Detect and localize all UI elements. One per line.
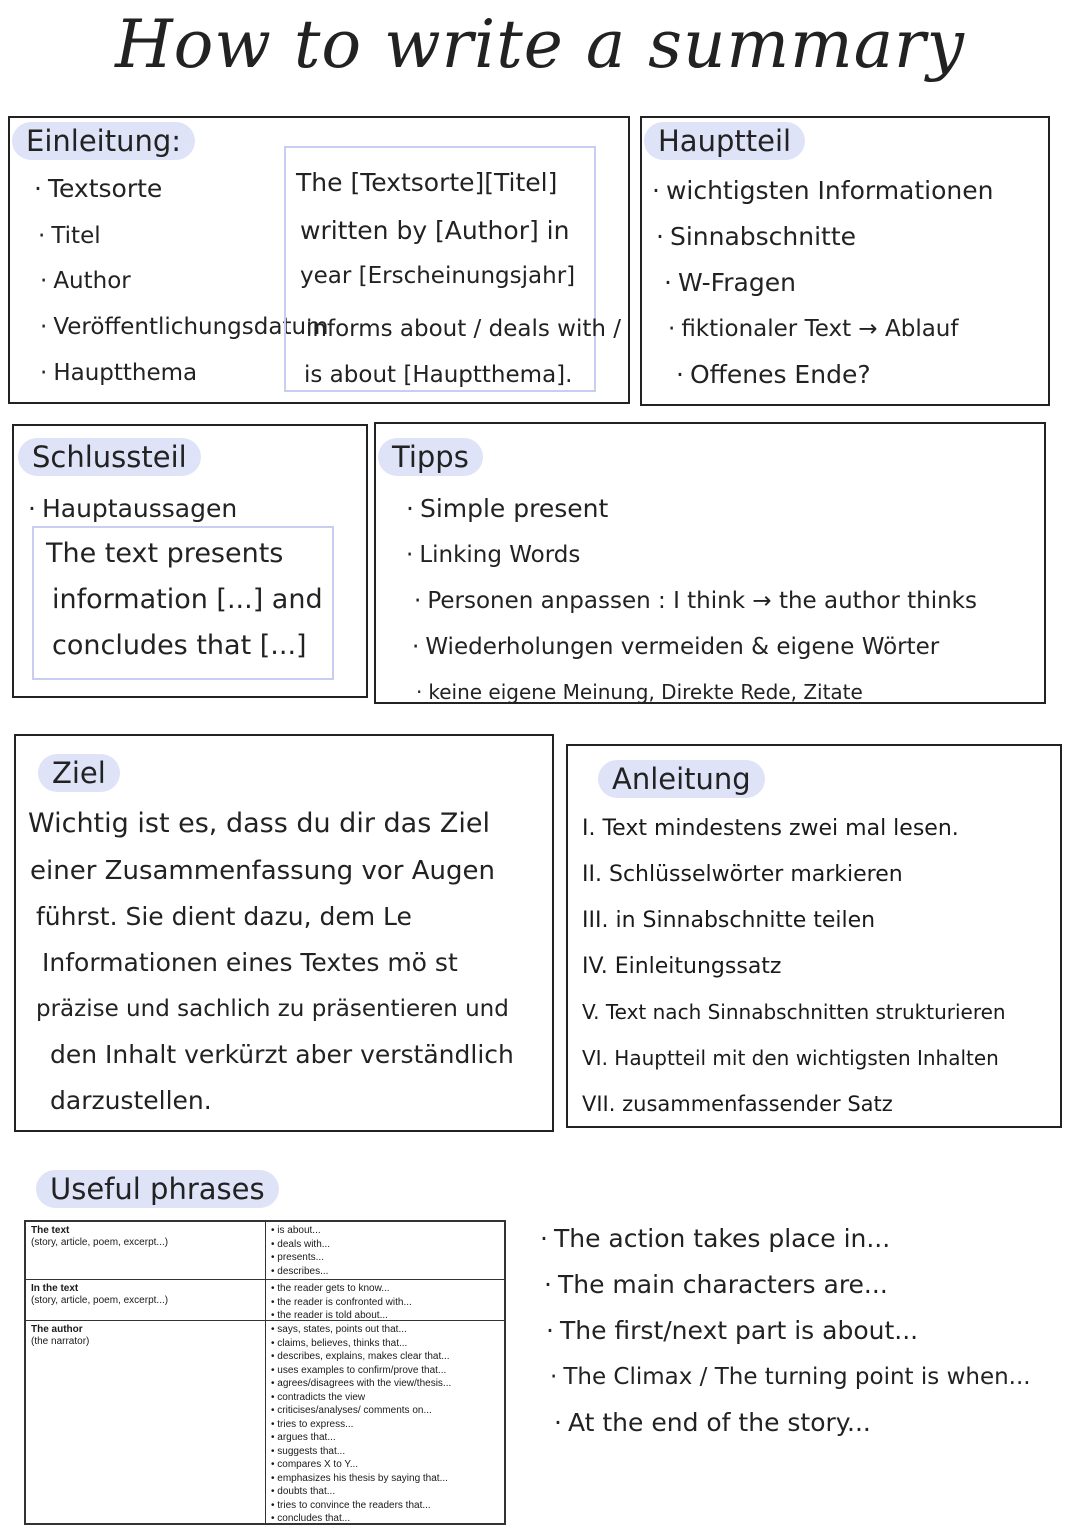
useful-phrase: · The Climax / The turning point is when... [550,1364,1031,1390]
page-title: How to write a summary [115,6,965,83]
einleitung-template-line: The [Textsorte][Titel] [296,168,558,197]
table-row-label [26,1321,266,1523]
useful-phrase: · At the end of the story... [554,1408,871,1437]
anleitung-step [582,908,875,933]
phrase-item: • compares X to Y... [271,1458,499,1472]
useful-phrase: · The first/next part is about... [546,1316,918,1345]
table-row [26,1279,504,1320]
ziel-line: einer Zusammenfassung vor Augen [30,856,495,886]
einleitung-template-line: written by [Author] in [300,216,570,245]
ziel-line: führst. Sie dient dazu, dem Le [36,902,412,931]
phrase-item: • says, states, points out that... [271,1323,499,1337]
row-title: In the text [31,1283,79,1294]
step-text: Einleitungssatz [614,954,782,979]
table-row [26,1320,504,1523]
ziel-box [14,734,554,1132]
row-subtitle: (story, article, poem, excerpt...) [31,1237,169,1248]
step-number: II. [582,862,602,887]
step-text: Text nach Sinnabschnitten strukturieren [605,1000,1006,1024]
anleitung-step [582,1046,999,1070]
table-row [26,1222,504,1279]
phrase-item: • deals with... [271,1238,499,1252]
einleitung-item: · Textsorte [34,174,162,203]
einleitung-template-line: is about [Hauptthema]. [304,362,573,388]
step-number: V. [582,1000,600,1024]
table-row-phrases [266,1222,504,1279]
step-number: IV. [582,954,608,979]
tipps-item: · Wiederholungen vermeiden & eigene Wörter [412,634,939,660]
anleitung-step [582,862,903,887]
table-row-phrases [266,1280,504,1320]
anleitung-heading: Anleitung [598,760,765,798]
phrase-item: • criticises/analyses/ comments on... [271,1404,499,1418]
row-title: The text [31,1225,70,1236]
phrase-item: • concludes that... [271,1512,499,1526]
row-subtitle: (the narrator) [31,1336,90,1347]
tipps-heading: Tipps [378,438,483,476]
einleitung-template-line: year [Erscheinungsjahr] [300,263,576,289]
phrases-table [24,1220,506,1525]
phrase-item: • argues that... [271,1431,499,1445]
phrase-item: • uses examples to confirm/prove that... [271,1364,499,1378]
einleitung-item: · Author [40,268,131,294]
einleitung-item: · Veröffentlichungsdatum [40,314,328,340]
schlussteil-template-line: concludes that [...] [52,630,307,661]
hauptteil-item: · Sinnabschnitte [656,222,856,251]
step-text: zusammenfassender Satz [622,1092,893,1116]
step-number: VI. [582,1046,608,1070]
phrase-item: • presents... [271,1251,499,1265]
row-title: The author [31,1324,83,1335]
useful-phrase: · The main characters are... [544,1270,888,1299]
step-text: Hauptteil mit den wichtigsten Inhalten [614,1046,999,1070]
step-text: in Sinnabschnitte teilen [615,908,876,933]
phrase-item: • tries to convince the readers that... [271,1499,499,1513]
ziel-line: Wichtig ist es, dass du dir das Ziel [28,808,490,839]
useful-phrase: · The action takes place in... [540,1224,890,1253]
anleitung-step [582,954,781,979]
hauptteil-item: · W-Fragen [664,268,796,297]
ziel-line: präzise und sachlich zu präsentieren und [36,996,509,1022]
phrase-item: • emphasizes his thesis by saying that... [271,1472,499,1486]
ziel-line: darzustellen. [50,1086,212,1115]
tipps-item: · keine eigene Meinung, Direkte Rede, Zitate [416,680,863,704]
table-row-label [26,1222,266,1279]
phrase-item: • describes, explains, makes clear that... [271,1350,499,1364]
phrase-item: • contradicts the view [271,1391,499,1405]
einleitung-item: · Hauptthema [40,360,197,386]
einleitung-item: · Titel [38,223,101,249]
phrase-item: • is about... [271,1224,499,1238]
phrase-item: • describes... [271,1265,499,1279]
useful-heading: Useful phrases [36,1170,279,1208]
schlussteil-template-line: The text presents [46,538,284,569]
phrase-item: • tries to express... [271,1418,499,1432]
step-number: III. [582,908,609,933]
table-row-label [26,1280,266,1320]
phrase-item: • the reader is told about... [271,1309,499,1323]
anleitung-step [582,816,959,841]
anleitung-step [582,1092,893,1116]
phrase-item: • suggests that... [271,1445,499,1459]
table-row-phrases [266,1321,504,1523]
phrase-item: • agrees/disagrees with the view/thesis... [271,1377,499,1391]
phrase-item: • the reader is confronted with... [271,1296,499,1310]
tipps-item: · Linking Words [406,542,580,568]
hauptteil-item: · Offenes Ende? [676,360,871,389]
anleitung-step [582,1000,1006,1024]
schlussteil-template-line: information [...] and [52,584,323,615]
phrase-item: • claims, believes, thinks that... [271,1337,499,1351]
row-subtitle: (story, article, poem, excerpt...) [31,1295,169,1306]
schlussteil-item: · Hauptaussagen [28,494,237,523]
phrase-item: • the reader gets to know... [271,1282,499,1296]
step-number: VII. [582,1092,616,1116]
einleitung-template-line: informs about / deals with / [306,316,622,342]
ziel-line: den Inhalt verkürzt aber verständlich [50,1040,514,1069]
step-text: Schlüsselwörter markieren [608,862,903,887]
tipps-item: · Simple present [406,494,608,523]
ziel-heading: Ziel [38,754,120,792]
tipps-item: · Personen anpassen : I think → the author thinks [414,588,977,614]
hauptteil-item: · wichtigsten Informationen [652,176,994,205]
einleitung-heading: Einleitung: [12,122,195,160]
hauptteil-item: · fiktionaler Text → Ablauf [668,316,958,342]
step-number: I. [582,816,596,841]
phrase-item: • doubts that... [271,1485,499,1499]
schlussteil-heading: Schlussteil [18,438,201,476]
ziel-line: Informationen eines Textes mö st [42,948,458,977]
step-text: Text mindestens zwei mal lesen. [602,816,959,841]
hauptteil-heading: Hauptteil [644,122,805,160]
anleitung-box [566,744,1062,1128]
